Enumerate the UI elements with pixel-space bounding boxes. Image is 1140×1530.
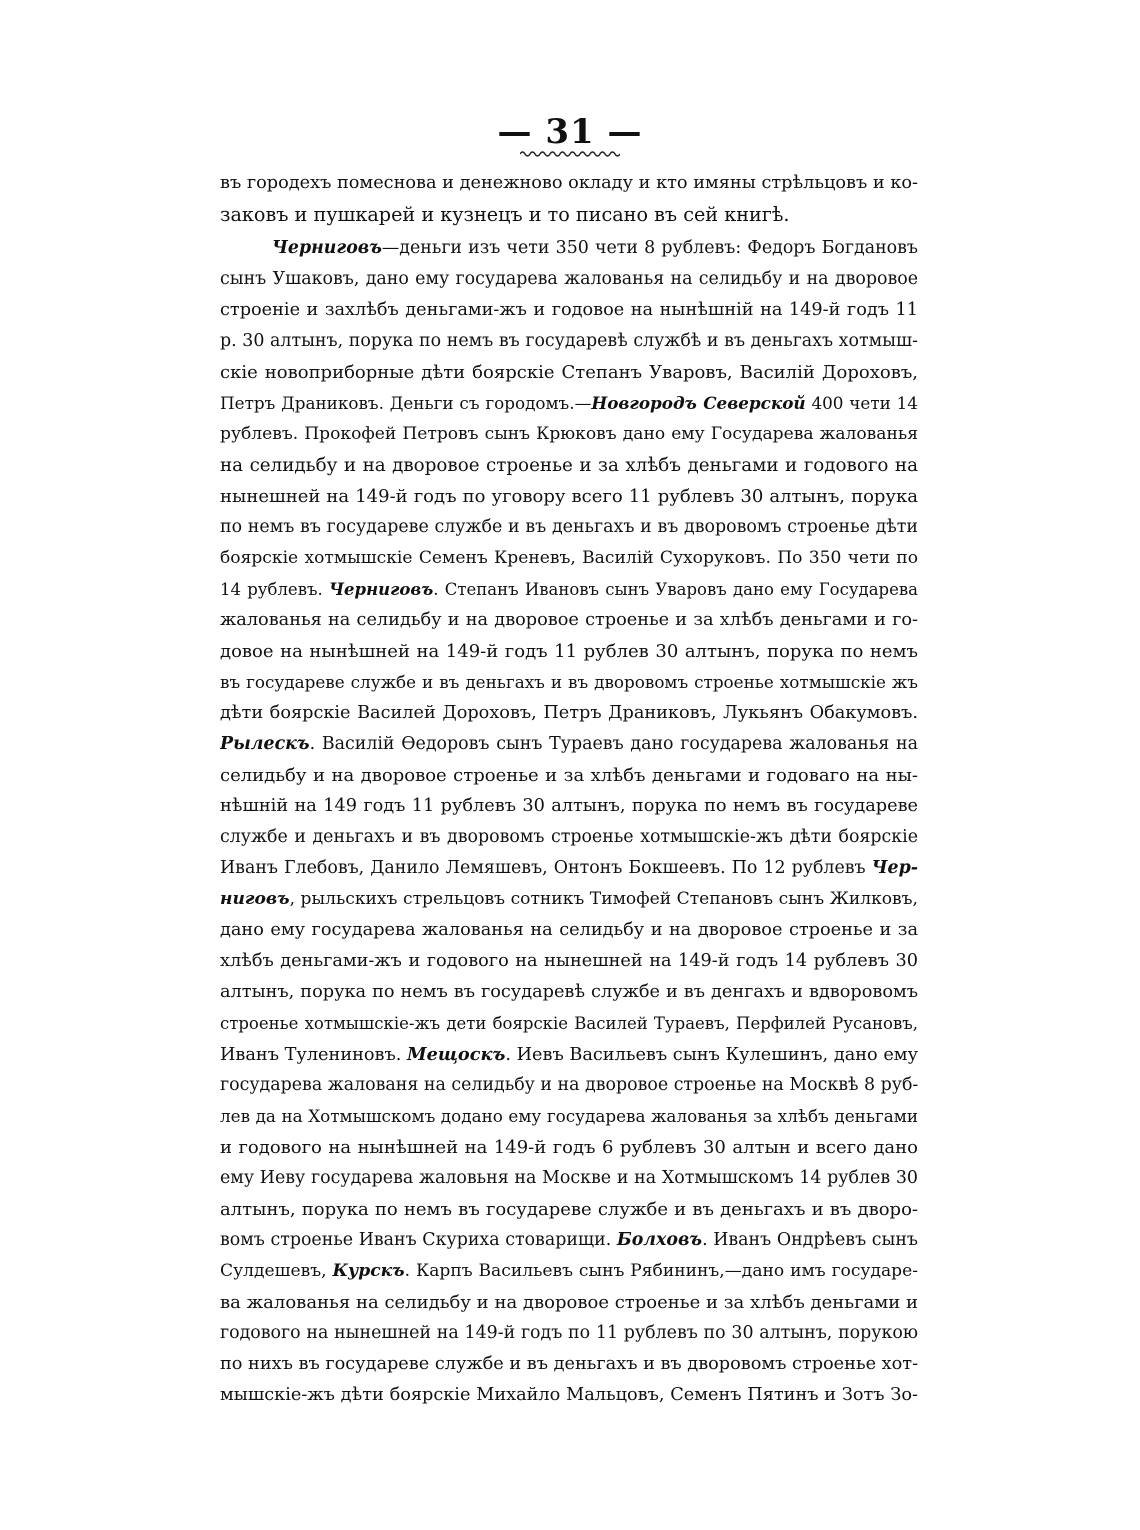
text-segment: . Василій Өедоровъ сынъ Тураевъ дано государева жалованья на <box>309 734 918 754</box>
place-name: Болховъ <box>616 1230 703 1250</box>
text-segment: заковъ и пушкарей и кузнецъ и то писано въ сей книгѣ. <box>220 203 790 226</box>
text-segment: Иванъ Тулениновъ. <box>220 1045 408 1065</box>
text-line <box>220 574 918 605</box>
text-line <box>220 1225 918 1256</box>
text-segment: и годового на нынѣшней на 149-й годъ 6 рублевъ 30 алтын и всего дано <box>220 1137 918 1158</box>
text-line <box>220 791 918 822</box>
place-name: Новгородъ Северской <box>591 393 806 413</box>
text-segment: . Степанъ Ивановъ сынъ Уваровъ дано ему Государева <box>433 580 918 599</box>
text-line <box>220 326 918 357</box>
place-name: Рылескъ <box>220 734 310 754</box>
text-segment: боярскіе хотмышскіе Семенъ Креневъ, Василій Сухоруковъ. По 350 чети по <box>220 548 918 568</box>
text-segment: лев да на Хотмышскомъ додано ему государева жалованья за хлѣбъ деньгами <box>220 1106 918 1126</box>
text-segment: въ городехъ помеснова и денежново окладу и кто имяны стрѣльцовъ и ко- <box>220 173 918 193</box>
text-segment: сынъ Ушаковъ, дано ему государева жалованья на селидьбу и на дворовое <box>220 269 918 289</box>
text-segment: хлѣбъ деньгами-жъ и годового на нынешней на 149-й годъ 14 рублевъ 30 <box>220 951 918 971</box>
text-line <box>220 450 918 481</box>
text-line <box>220 1256 918 1287</box>
text-line <box>220 543 918 574</box>
text-line <box>220 199 918 230</box>
text-line <box>220 1039 918 1070</box>
text-segment: государева жалованя на селидьбу и на дворовое строенье на Москвѣ 8 руб- <box>220 1075 918 1095</box>
text-line <box>220 698 918 729</box>
text-segment: нынешней на 149-й годъ по уговору всего 11 рублевъ 30 алтынъ, порука <box>220 486 918 507</box>
text-line <box>220 1008 918 1039</box>
text-line <box>220 946 918 977</box>
text-segment: Сулдешевъ, <box>220 1261 333 1281</box>
text-segment: вомъ строенье Иванъ Скуриха стоварищи. <box>220 1230 617 1250</box>
text-line <box>220 357 918 388</box>
text-segment: 14 рублевъ. <box>220 580 329 599</box>
place-name: Мещоскъ <box>407 1044 506 1065</box>
text-line <box>220 977 918 1008</box>
text-segment: алтынъ, порука по немъ въ государевѣ службе и въ денгахъ и вдворовомъ <box>220 982 918 1002</box>
body-text <box>220 168 918 1411</box>
text-line <box>220 1132 918 1163</box>
text-line <box>220 1318 918 1349</box>
text-segment: селидьбу и на дворовое строенье и за хлѣбъ деньгами и годоваго на ны- <box>220 765 918 786</box>
text-line <box>220 884 918 915</box>
text-segment: жалованья на селидьбу и на дворовое строенье и за хлѣбъ деньгами и го- <box>220 610 918 630</box>
text-line <box>220 822 918 853</box>
text-segment: скіе новоприборные дѣти боярскіе Степанъ Уваровъ, Василій Дороховъ, <box>220 362 918 383</box>
paragraph <box>220 168 918 230</box>
text-line <box>220 729 918 760</box>
text-line <box>220 481 918 512</box>
text-segment: довое на нынѣшней на 149-й годъ 11 рублев 30 алтынъ, порука по немъ <box>220 641 918 662</box>
text-line <box>220 512 918 543</box>
text-segment: Иванъ Глебовъ, Данило Лемяшевъ, Онтонъ Бокшеевъ. По 12 рублевъ <box>220 858 872 878</box>
text-segment: . Карпъ Васильевъ сынъ Рябининъ,—дано имъ государе- <box>404 1261 918 1281</box>
text-segment: по нихъ въ государеве службе и въ деньгахъ и въ дворовомъ строенье хот- <box>220 1354 918 1374</box>
text-segment: Петръ Драниковъ. Деньги съ городомъ.— <box>220 393 592 413</box>
text-segment: р. 30 алтынъ, порука по немъ въ государевѣ службѣ и въ деньгахъ хотмыш- <box>220 331 918 351</box>
text-line <box>220 1163 918 1194</box>
place-name: Черниговъ <box>328 580 434 599</box>
text-segment: дано ему государева жалованья на селидьбу и на дворовое строенье и за <box>220 920 918 940</box>
paragraph <box>220 233 918 1411</box>
text-segment: —деньги изъ чети 350 чети 8 рублевъ: Федоръ Богдановъ <box>381 238 918 258</box>
place-name: Черниговъ <box>272 238 382 258</box>
text-segment: на селидьбу и на дворовое строенье и за хлѣбъ деньгами и годового на <box>220 455 918 476</box>
text-segment: службе и деньгахъ и въ дворовомъ строенье хотмышскіе-жъ дѣти боярскіе <box>220 827 918 847</box>
text-line <box>220 419 918 450</box>
place-name: Курскъ <box>332 1261 405 1281</box>
text-line <box>220 667 918 698</box>
text-segment: ва жалованья на селидьбу и на дворовое строенье и за хлѣбъ деньгами и <box>220 1292 918 1313</box>
page-number-wavy-rule <box>520 150 620 158</box>
text-line <box>220 168 918 199</box>
text-line <box>220 1349 918 1380</box>
text-segment: нѣшній на 149 годъ 11 рублевъ 30 алтынъ, порука по немъ въ государеве <box>220 796 918 816</box>
text-segment: строеніе и захлѣбъ деньгами-жъ и годовое на нынѣшній на 149-й годъ 11 <box>220 300 918 320</box>
text-segment: дѣти боярскіе Василей Дороховъ, Петръ Драниковъ, Лукьянъ Обакумовъ. <box>220 703 918 723</box>
text-line <box>220 1194 918 1225</box>
text-line <box>220 1070 918 1101</box>
text-line <box>220 853 918 884</box>
text-line <box>220 1101 918 1132</box>
text-line <box>220 760 918 791</box>
text-line <box>220 233 918 264</box>
text-segment: рублевъ. Прокофей Петровъ сынъ Крюковъ дано ему Государева жалованья <box>220 424 918 444</box>
text-segment: . Иванъ Ондрѣевъ сынъ <box>702 1230 918 1250</box>
text-line <box>220 295 918 326</box>
text-segment: строенье хотмышскіе-жъ дети боярскіе Василей Тураевъ, Перфилей Русановъ, <box>220 1014 918 1033</box>
text-line <box>220 915 918 946</box>
text-line <box>220 264 918 295</box>
text-segment: въ государеве службе и въ деньгахъ и въ дворовомъ строенье хотмышскіе жъ <box>220 672 918 692</box>
page-number: — 31 — <box>497 112 643 152</box>
text-segment: ему Иеву государева жаловьня на Москве и на Хотмышскомъ 14 рублев 30 <box>220 1168 918 1188</box>
text-line <box>220 636 918 667</box>
text-segment: 400 чети 14 <box>805 393 918 413</box>
place-name: Чер- <box>871 858 918 878</box>
text-line <box>220 388 918 419</box>
text-segment: мышскіе-жъ дѣти боярскіе Михайло Мальцовъ, Семенъ Пятинъ и Зотъ Зо- <box>220 1385 918 1405</box>
text-segment: по немъ въ государеве службе и въ деньгахъ и въ дворовомъ строенье дѣти <box>220 517 918 537</box>
text-line <box>220 1287 918 1318</box>
text-segment: . Иевъ Васильевъ сынъ Кулешинъ, дано ему <box>505 1045 918 1065</box>
text-segment: , рыльскихъ стрельцовъ сотникъ Тимофей Степановъ сынъ Жилковъ, <box>289 889 918 909</box>
place-name: ниговъ <box>220 889 290 909</box>
text-segment: годового на нынешней на 149-й годъ по 11 рублевъ по 30 алтынъ, порукою <box>220 1323 918 1343</box>
text-line <box>220 1380 918 1411</box>
text-segment: алтынъ, порука по немъ въ государеве службе и въ деньгахъ и въ дворо- <box>220 1199 918 1220</box>
text-line <box>220 605 918 636</box>
